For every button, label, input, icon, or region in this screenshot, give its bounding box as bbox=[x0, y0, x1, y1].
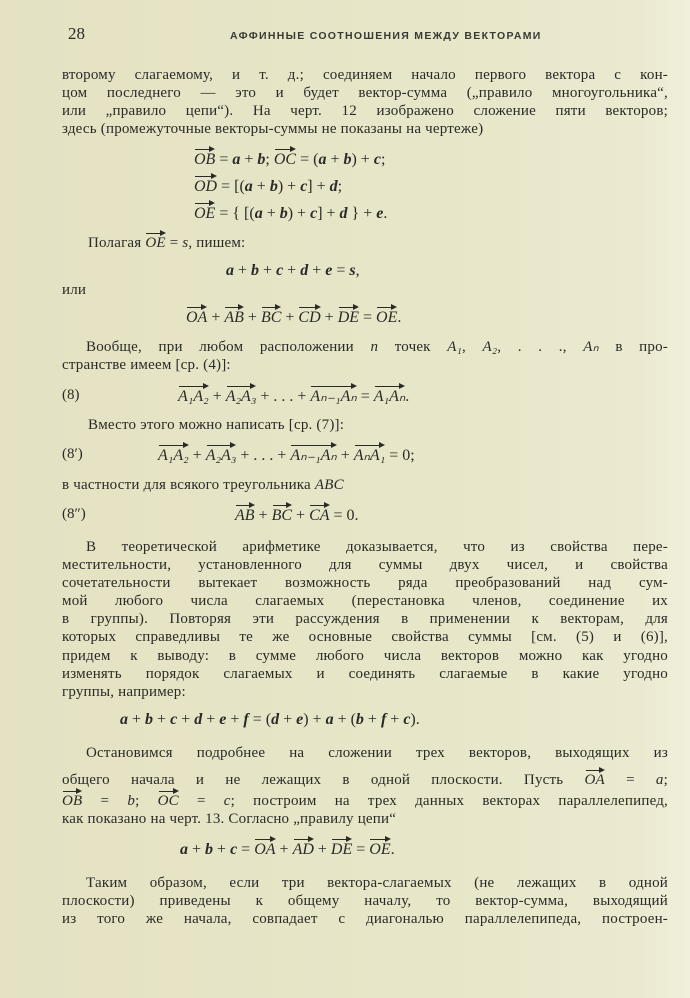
text-segment: В теоретической арифметике доказывается, что из свойства пере- bbox=[86, 539, 668, 555]
text-segment: + bbox=[279, 711, 297, 728]
text-segment: + bbox=[386, 711, 404, 728]
text-segment: Полагая bbox=[88, 235, 146, 251]
math-symbol: c bbox=[276, 262, 284, 279]
equation-label: (8″) bbox=[62, 506, 86, 522]
text-segment: плоскости) приведены к общему началу, то вектор-сумма, выходящий bbox=[62, 893, 668, 909]
math-symbol: a bbox=[232, 151, 241, 168]
text-segment: местительности, установленного для суммы двух чисел, и свойства bbox=[62, 557, 668, 573]
vector-symbol: CD bbox=[298, 307, 320, 329]
text-line bbox=[62, 664, 668, 684]
math-symbol: f bbox=[380, 711, 387, 728]
math-symbol: A₂ bbox=[482, 339, 498, 355]
text-segment: ) + bbox=[277, 178, 301, 195]
text-segment: общего начала и не лежащих в одной плоскости. Пусть bbox=[62, 772, 585, 788]
vector-symbol: Aₙ₋₁Aₙ bbox=[310, 386, 356, 408]
text-segment: = bbox=[82, 793, 128, 809]
text-segment: . bbox=[390, 841, 395, 858]
equation bbox=[180, 839, 395, 861]
vector-symbol: BC bbox=[261, 307, 281, 329]
text-segment: + bbox=[281, 309, 299, 326]
text-segment: + bbox=[336, 447, 354, 464]
text-segment: = bbox=[604, 772, 656, 788]
vector-symbol: OE bbox=[376, 307, 397, 329]
text-segment: + bbox=[313, 841, 331, 858]
text-line bbox=[62, 791, 668, 811]
text-segment: + bbox=[188, 841, 206, 858]
text-segment: = bbox=[352, 841, 370, 858]
text-segment: ; bbox=[380, 151, 386, 168]
text-segment: + bbox=[308, 262, 326, 279]
text-line bbox=[62, 627, 668, 647]
math-symbol: e bbox=[325, 262, 333, 279]
equation bbox=[120, 709, 420, 731]
text-segment: которых справедливы те же основные свойства суммы [см. (5) и (6)], bbox=[62, 629, 668, 645]
math-symbol: c bbox=[170, 711, 178, 728]
text-segment: + bbox=[254, 507, 272, 524]
math-symbol: a bbox=[254, 205, 263, 222]
text-line bbox=[62, 646, 668, 666]
math-symbol: c bbox=[403, 711, 411, 728]
vector-symbol: OD bbox=[194, 176, 217, 198]
text-line bbox=[62, 337, 668, 357]
vector-symbol: OE bbox=[145, 235, 166, 251]
text-segment: ; построим на трех данных векторах параллелепипед, bbox=[230, 793, 669, 809]
math-symbol: s bbox=[182, 235, 189, 251]
equation bbox=[194, 176, 342, 198]
text-line bbox=[62, 609, 668, 629]
vector-symbol: CA bbox=[309, 505, 329, 527]
text-segment: = bbox=[332, 262, 350, 279]
text-segment: второму слагаемому, и т. д.; соединяем начало первого вектора с кон- bbox=[62, 67, 668, 83]
vector-symbol: OA bbox=[254, 839, 275, 861]
math-symbol: b bbox=[279, 205, 288, 222]
text-segment: , bbox=[355, 262, 360, 279]
vector-symbol: AD bbox=[293, 839, 314, 861]
math-symbol: d bbox=[329, 178, 338, 195]
math-symbol: d bbox=[300, 262, 309, 279]
text-line bbox=[62, 682, 668, 702]
text-segment: придем к выводу: в сумме любого числа векторов можно как угодно bbox=[62, 648, 668, 664]
equation-label: (8) bbox=[62, 387, 80, 403]
text-segment: в группы). Повторяя эти рассуждения в применении к векторам, для bbox=[62, 611, 668, 627]
text-segment: = ( bbox=[296, 151, 319, 168]
text-segment: + bbox=[275, 841, 293, 858]
text-segment: здесь (промежуточные векторы-суммы не показаны на чертеже) bbox=[62, 121, 484, 137]
vector-symbol: A₁A₂ bbox=[158, 445, 189, 467]
text-segment: = bbox=[359, 309, 377, 326]
text-segment: ; bbox=[337, 178, 343, 195]
text-segment: из того же начала, совпадает с диагональю параллелепипеда, построен- bbox=[62, 911, 668, 927]
text-segment: мой любого числа слагаемых (перестановка членов, соединение их bbox=[62, 593, 668, 609]
math-symbol: a bbox=[120, 711, 128, 728]
math-symbol: b bbox=[251, 262, 260, 279]
equation-8-prime bbox=[158, 445, 415, 467]
text-segment: как показано на черт. 13. Согласно „правилу цепи“ bbox=[62, 811, 397, 827]
text-segment: = [( bbox=[217, 178, 245, 195]
text-segment: + bbox=[326, 151, 344, 168]
equation bbox=[194, 149, 385, 171]
text-segment: изменять порядок слагаемых и соединять слагаемые в какие угодно bbox=[62, 666, 668, 682]
text-segment: + bbox=[262, 205, 280, 222]
vector-symbol: A₂A₃ bbox=[206, 445, 237, 467]
text-segment: ) + bbox=[287, 205, 311, 222]
text-segment: . bbox=[405, 388, 410, 405]
equation bbox=[194, 203, 387, 225]
text-segment: + . . . + bbox=[236, 447, 291, 464]
text-segment: + bbox=[208, 388, 226, 405]
text-segment: + bbox=[226, 711, 244, 728]
vector-symbol: AB bbox=[224, 307, 244, 329]
text-segment: = bbox=[178, 793, 224, 809]
text-segment: + bbox=[363, 711, 381, 728]
math-symbol: e bbox=[219, 711, 227, 728]
math-symbol: b bbox=[343, 151, 352, 168]
text-segment: ] + bbox=[307, 178, 330, 195]
math-symbol: s bbox=[349, 262, 356, 279]
math-symbol: b bbox=[145, 711, 154, 728]
text-segment: + ( bbox=[333, 711, 356, 728]
text-segment: + bbox=[283, 262, 301, 279]
vector-symbol: OC bbox=[274, 149, 296, 171]
math-symbol: a bbox=[655, 772, 664, 788]
text-segment: ; bbox=[265, 151, 274, 168]
text-segment: , пишем: bbox=[188, 235, 246, 251]
text-segment: ) + bbox=[351, 151, 374, 168]
vector-symbol: OE bbox=[194, 203, 215, 225]
text-segment: . bbox=[383, 205, 388, 222]
text-segment: + bbox=[128, 711, 146, 728]
math-symbol: f bbox=[243, 711, 249, 728]
math-symbol: d bbox=[271, 711, 280, 728]
math-symbol: Aₙ bbox=[583, 339, 599, 355]
math-symbol: A₁ bbox=[447, 339, 462, 355]
text-segment: в про- bbox=[598, 339, 668, 355]
vector-symbol: AₙA₁ bbox=[354, 445, 385, 467]
vector-symbol: DE bbox=[331, 839, 352, 861]
text-segment: сочетательности вытекает возможность ряда преобразований над сум- bbox=[62, 575, 668, 591]
vector-symbol: DE bbox=[338, 307, 359, 329]
text-segment: = 0. bbox=[329, 507, 359, 524]
text-segment: ] + bbox=[317, 205, 340, 222]
text-segment: группы, например: bbox=[62, 684, 186, 700]
text-segment: + bbox=[243, 309, 261, 326]
text-line bbox=[62, 555, 668, 575]
text-segment: , . . ., bbox=[497, 339, 584, 355]
text-line bbox=[62, 873, 668, 893]
text-segment: + . . . + bbox=[256, 388, 311, 405]
text-line bbox=[62, 770, 668, 790]
text-segment: цом последнего — это и будет вектор-сумма („правило многоугольника“, bbox=[62, 85, 668, 101]
text-segment: ; bbox=[135, 793, 158, 809]
vector-symbol: Aₙ₋₁Aₙ bbox=[290, 445, 336, 467]
text-segment: + bbox=[202, 711, 220, 728]
text-line bbox=[62, 909, 668, 929]
vector-symbol: A₁Aₙ bbox=[374, 386, 405, 408]
vector-symbol: OA bbox=[186, 307, 207, 329]
math-symbol: b bbox=[257, 151, 266, 168]
math-symbol: c bbox=[230, 841, 238, 858]
math-symbol: e bbox=[376, 205, 384, 222]
text-segment: } + bbox=[347, 205, 377, 222]
text-segment: + bbox=[207, 309, 225, 326]
vector-symbol: A₂A₃ bbox=[226, 386, 257, 408]
math-symbol: a bbox=[180, 841, 188, 858]
math-symbol: c bbox=[223, 793, 231, 809]
math-symbol: a bbox=[318, 151, 327, 168]
math-symbol: d bbox=[194, 711, 203, 728]
text-line bbox=[62, 101, 668, 121]
math-symbol: e bbox=[296, 711, 304, 728]
text-segment: = bbox=[165, 235, 183, 251]
text-segment: + bbox=[259, 262, 277, 279]
vector-symbol: AB bbox=[235, 505, 255, 527]
text-line bbox=[62, 809, 668, 829]
text-line bbox=[62, 591, 668, 611]
text-segment: Вообще, при любом расположении bbox=[86, 339, 371, 355]
text-line bbox=[62, 573, 668, 593]
text-segment: . bbox=[397, 309, 402, 326]
text-line bbox=[62, 280, 668, 300]
math-symbol: b bbox=[127, 793, 136, 809]
text-segment: = bbox=[215, 151, 233, 168]
text-segment: или bbox=[62, 282, 87, 298]
vector-symbol: BC bbox=[272, 505, 292, 527]
equation-label: (8′) bbox=[62, 446, 83, 462]
math-symbol: b bbox=[269, 178, 278, 195]
text-line bbox=[62, 891, 668, 911]
equation-8 bbox=[178, 386, 409, 408]
text-segment: = 0; bbox=[385, 447, 415, 464]
text-segment: + bbox=[177, 711, 195, 728]
equation bbox=[186, 307, 401, 329]
math-symbol: ABC bbox=[314, 477, 344, 493]
text-segment: + bbox=[188, 447, 206, 464]
math-symbol: b bbox=[205, 841, 214, 858]
vector-symbol: OB bbox=[62, 793, 83, 809]
text-segment: странстве имеем [ср. (4)]: bbox=[62, 357, 231, 373]
text-segment: + bbox=[213, 841, 231, 858]
text-segment: ). bbox=[410, 711, 420, 728]
text-segment: в частности для всякого треугольника bbox=[62, 477, 315, 493]
text-line bbox=[62, 475, 668, 495]
text-segment: + bbox=[153, 711, 171, 728]
vector-symbol: OA bbox=[584, 772, 605, 788]
text-line bbox=[62, 65, 668, 85]
text-segment: = ( bbox=[248, 711, 272, 728]
vector-symbol: OB bbox=[194, 149, 215, 171]
text-segment: = { [( bbox=[215, 205, 255, 222]
text-line bbox=[62, 119, 668, 139]
text-line bbox=[62, 743, 668, 763]
math-symbol: c bbox=[310, 205, 318, 222]
math-symbol: a bbox=[226, 262, 234, 279]
vector-symbol: A₁A₂ bbox=[178, 386, 209, 408]
text-line bbox=[88, 233, 690, 253]
math-symbol: a bbox=[244, 178, 253, 195]
vector-symbol: OC bbox=[157, 793, 179, 809]
text-segment: = bbox=[237, 841, 255, 858]
page-number: 28 bbox=[68, 24, 85, 43]
text-segment: Вместо этого можно написать [ср. (7)]: bbox=[88, 417, 345, 433]
text-segment: + bbox=[320, 309, 338, 326]
text-segment: , bbox=[462, 339, 483, 355]
math-symbol: c bbox=[373, 151, 381, 168]
text-line bbox=[88, 415, 690, 435]
text-line bbox=[62, 537, 668, 557]
text-segment: + bbox=[240, 151, 258, 168]
math-symbol: c bbox=[300, 178, 308, 195]
math-symbol: n bbox=[370, 339, 379, 355]
math-symbol: d bbox=[339, 205, 348, 222]
text-segment: + bbox=[252, 178, 270, 195]
text-line bbox=[62, 355, 668, 375]
text-segment: = bbox=[356, 388, 374, 405]
equation-8-double-prime bbox=[235, 505, 359, 527]
text-segment: Остановимся подробнее на сложении трех векторов, выходящих из bbox=[86, 745, 668, 761]
text-segment: точек bbox=[378, 339, 448, 355]
text-segment: или „правило цепи“). На черт. 12 изображено сложение пяти векторов; bbox=[62, 103, 668, 119]
text-segment: Таким образом, если три вектора-слагаемых (не лежащих в одной bbox=[86, 875, 668, 891]
equation bbox=[226, 260, 360, 282]
text-segment: + bbox=[292, 507, 310, 524]
text-segment: ; bbox=[663, 772, 668, 788]
text-segment: ) + bbox=[303, 711, 326, 728]
vector-symbol: OE bbox=[369, 839, 390, 861]
math-symbol: b bbox=[355, 711, 364, 728]
math-symbol: a bbox=[325, 711, 334, 728]
text-line bbox=[62, 83, 668, 103]
text-segment: + bbox=[234, 262, 252, 279]
running-title: АФФИННЫЕ СООТНОШЕНИЯ МЕЖДУ ВЕКТОРАМИ bbox=[230, 30, 542, 42]
